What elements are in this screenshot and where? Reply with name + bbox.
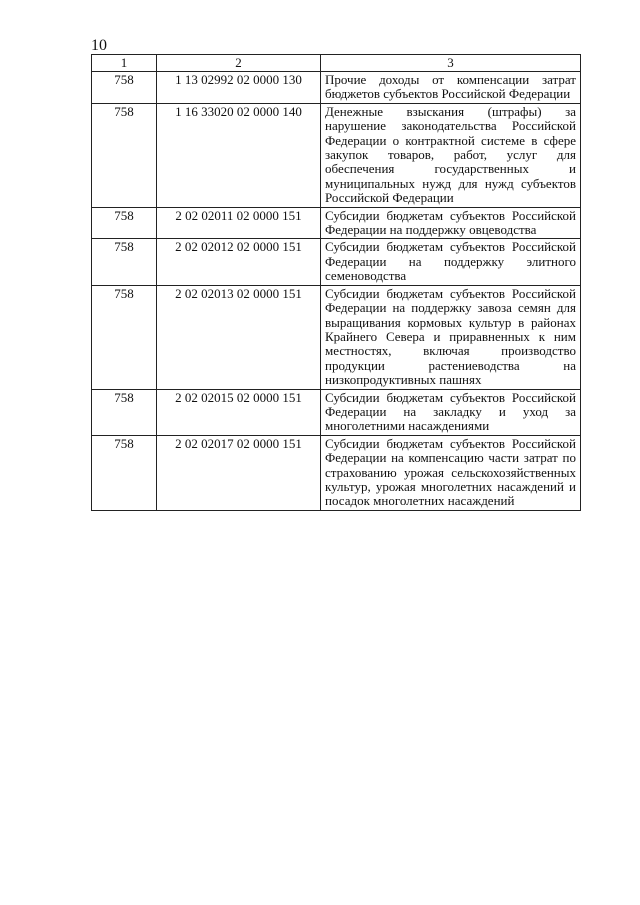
revenue-name-cell: Субсидии бюджетам субъектов Российской Федерации на поддержку овцеводства (321, 207, 581, 239)
revenue-code-cell: 1 16 33020 02 0000 140 (157, 103, 321, 207)
admin-code-cell: 758 (92, 207, 157, 239)
revenue-name-cell: Субсидии бюджетам субъектов Российской Федерации на поддержку завоза семян для выращивания кормовых культур в районах Крайнего Севера и приравненных к ним местностях, включая производство продукции растениеводства на низкопродуктивных пашнях (321, 285, 581, 389)
column-header-3: 3 (321, 55, 581, 72)
budget-codes-table (91, 54, 581, 511)
revenue-code-cell: 2 02 02013 02 0000 151 (157, 285, 321, 389)
revenue-name-cell: Субсидии бюджетам субъектов Российской Федерации на поддержку элитного семеноводства (321, 239, 581, 285)
admin-code-cell: 758 (92, 435, 157, 510)
table-row (92, 207, 581, 239)
revenue-name-cell: Денежные взыскания (штрафы) за нарушение законодательства Российской Федерации о контрактной системе в сфере закупок товаров, работ, услуг для обеспечения государственных и муниципальных нужд для нужд субъектов Российской Федерации (321, 103, 581, 207)
admin-code-cell: 758 (92, 103, 157, 207)
revenue-code-cell: 1 13 02992 02 0000 130 (157, 72, 321, 104)
admin-code-cell: 758 (92, 72, 157, 104)
revenue-name-cell: Прочие доходы от компенсации затрат бюджетов субъектов Российской Федерации (321, 72, 581, 104)
table-row (92, 239, 581, 285)
table-header-row (92, 55, 581, 72)
column-header-2: 2 (157, 55, 321, 72)
revenue-code-cell: 2 02 02015 02 0000 151 (157, 389, 321, 435)
revenue-name-cell: Субсидии бюджетам субъектов Российской Федерации на компенсацию части затрат по страхованию урожая сельскохозяйственных культур, урожая многолетних насаждений и посадок многолетних насаждений (321, 435, 581, 510)
table-row (92, 103, 581, 207)
revenue-code-cell: 2 02 02012 02 0000 151 (157, 239, 321, 285)
column-header-1: 1 (92, 55, 157, 72)
table-row (92, 435, 581, 510)
table-row (92, 72, 581, 104)
revenue-code-cell: 2 02 02011 02 0000 151 (157, 207, 321, 239)
revenue-name-cell: Субсидии бюджетам субъектов Российской Федерации на закладку и уход за многолетними насаждениями (321, 389, 581, 435)
revenue-code-cell: 2 02 02017 02 0000 151 (157, 435, 321, 510)
admin-code-cell: 758 (92, 239, 157, 285)
page-number: 10 (91, 37, 107, 54)
table-row (92, 389, 581, 435)
table-row (92, 285, 581, 389)
admin-code-cell: 758 (92, 389, 157, 435)
admin-code-cell: 758 (92, 285, 157, 389)
